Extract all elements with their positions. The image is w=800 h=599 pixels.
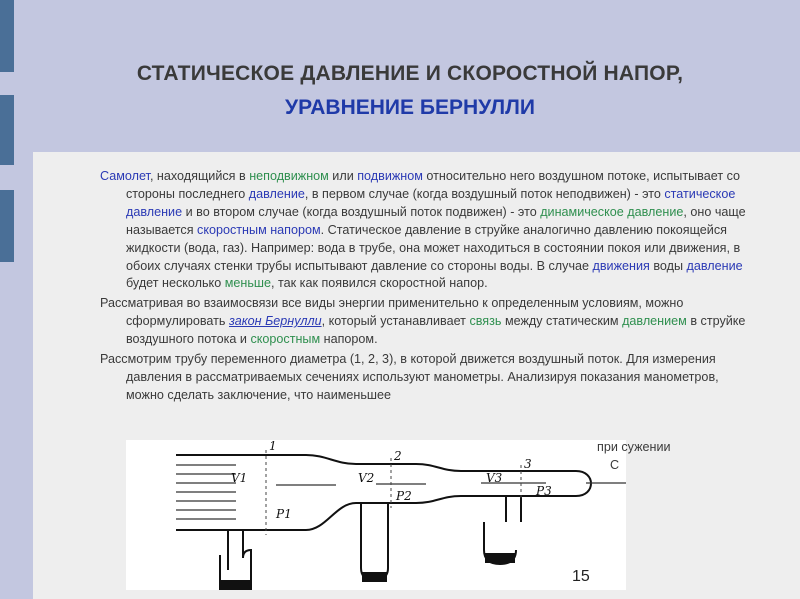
link-nepodvizhnom[interactable]: неподвижном xyxy=(249,169,329,183)
paragraph-2 xyxy=(100,295,750,349)
text: напором. xyxy=(320,332,378,347)
title-line-2: УРАВНЕНИЕ БЕРНУЛЛИ xyxy=(285,96,535,119)
link-menshe[interactable]: меньше xyxy=(224,276,272,291)
link-dvizheniya[interactable]: движения xyxy=(592,258,650,273)
text: , оно чаще называется xyxy=(126,204,746,237)
link-skorostnym[interactable]: скоростным xyxy=(250,332,321,347)
paragraph-3 xyxy=(100,351,750,405)
accent-bar-2 xyxy=(0,95,14,165)
link-skorostnym-naporom[interactable]: скоростным напором xyxy=(197,222,321,237)
paragraph-1 xyxy=(100,168,750,293)
text: будет несколько xyxy=(126,276,225,291)
link-davlenie[interactable]: давление xyxy=(248,186,305,201)
link-davleniem[interactable]: давлением xyxy=(622,314,687,329)
link-staticheskoe-davlenie[interactable]: статическое давление xyxy=(126,186,736,219)
label-section-2: 2 xyxy=(394,449,402,463)
pipe-upper-wall xyxy=(176,455,576,471)
slide-number: 15 xyxy=(572,568,590,585)
label-v2: V2 xyxy=(358,471,375,485)
slide-title xyxy=(40,62,780,120)
text: в струйке воздушного потока и xyxy=(126,314,746,347)
label-p1: P1 xyxy=(276,507,292,521)
text: , находящийся в xyxy=(149,169,250,183)
label-p2: P2 xyxy=(396,489,412,503)
text: относительно него воздушном потоке, испытывает со стороны последнего xyxy=(126,169,741,201)
accent-bar-3 xyxy=(0,190,14,262)
body-text xyxy=(100,168,750,407)
accent-bar-1 xyxy=(0,0,14,72)
text: Рассматривая во взаимосвязи все виды энергии применительно к определенным условиям, можно сформулировать xyxy=(100,296,684,329)
link-podvizhnom[interactable]: подвижном xyxy=(357,169,423,183)
label-v1: V1 xyxy=(231,471,248,485)
text: , так как появился скоростной напор. xyxy=(271,276,488,291)
text: Рассмотрим трубу переменного диаметра (1, 2, 3), в которой движется воздушный поток. Для измерения давления в рассматриваемых сечениях используют манометры. Анализируя показания манометров, можно сделать заключение, что наименьшее xyxy=(100,352,719,402)
link-samolet[interactable]: Самолет xyxy=(100,169,150,183)
venturi-tube-diagram xyxy=(126,440,626,590)
text: , в первом случае (когда воздушный поток неподвижен) - это xyxy=(304,186,665,201)
label-section-1: 1 xyxy=(269,440,277,453)
title-line-1: СТАТИЧЕСКОЕ ДАВЛЕНИЕ И СКОРОСТНОЙ НАПОР, xyxy=(136,62,684,85)
manometer-2 xyxy=(361,503,388,580)
overflow-text-2: С xyxy=(610,458,620,472)
link-dinamicheskoe-davlenie[interactable]: динамическое давление xyxy=(540,204,684,219)
link-davlenie-2[interactable]: давление xyxy=(686,258,743,273)
label-p3: P3 xyxy=(536,484,552,498)
manometer-liquid xyxy=(220,553,515,590)
link-zakon-bernulli[interactable]: закон Бернулли xyxy=(228,314,322,329)
text: и во втором случае (когда воздушный поток подвижен) - это xyxy=(182,204,541,219)
overflow-text-1: при сужении xyxy=(597,440,671,454)
text: , который устанавливает xyxy=(321,314,470,329)
text: . Статическое давление в струйке аналогично давлению покоящейся жидкости (вода, газ). Например: вода в трубе, она может находиться в состоянии покоя или движения, в обоих случаях стенки трубы испытывают давление со стороны воды. В случае xyxy=(126,222,741,273)
venturi-tube-figure xyxy=(126,440,626,590)
text: или xyxy=(328,169,358,183)
link-svyaz[interactable]: связь xyxy=(469,314,502,329)
text: воды xyxy=(649,258,687,273)
label-section-3: 3 xyxy=(524,457,532,471)
text: между статическим xyxy=(501,314,623,329)
label-v3: V3 xyxy=(486,471,503,485)
